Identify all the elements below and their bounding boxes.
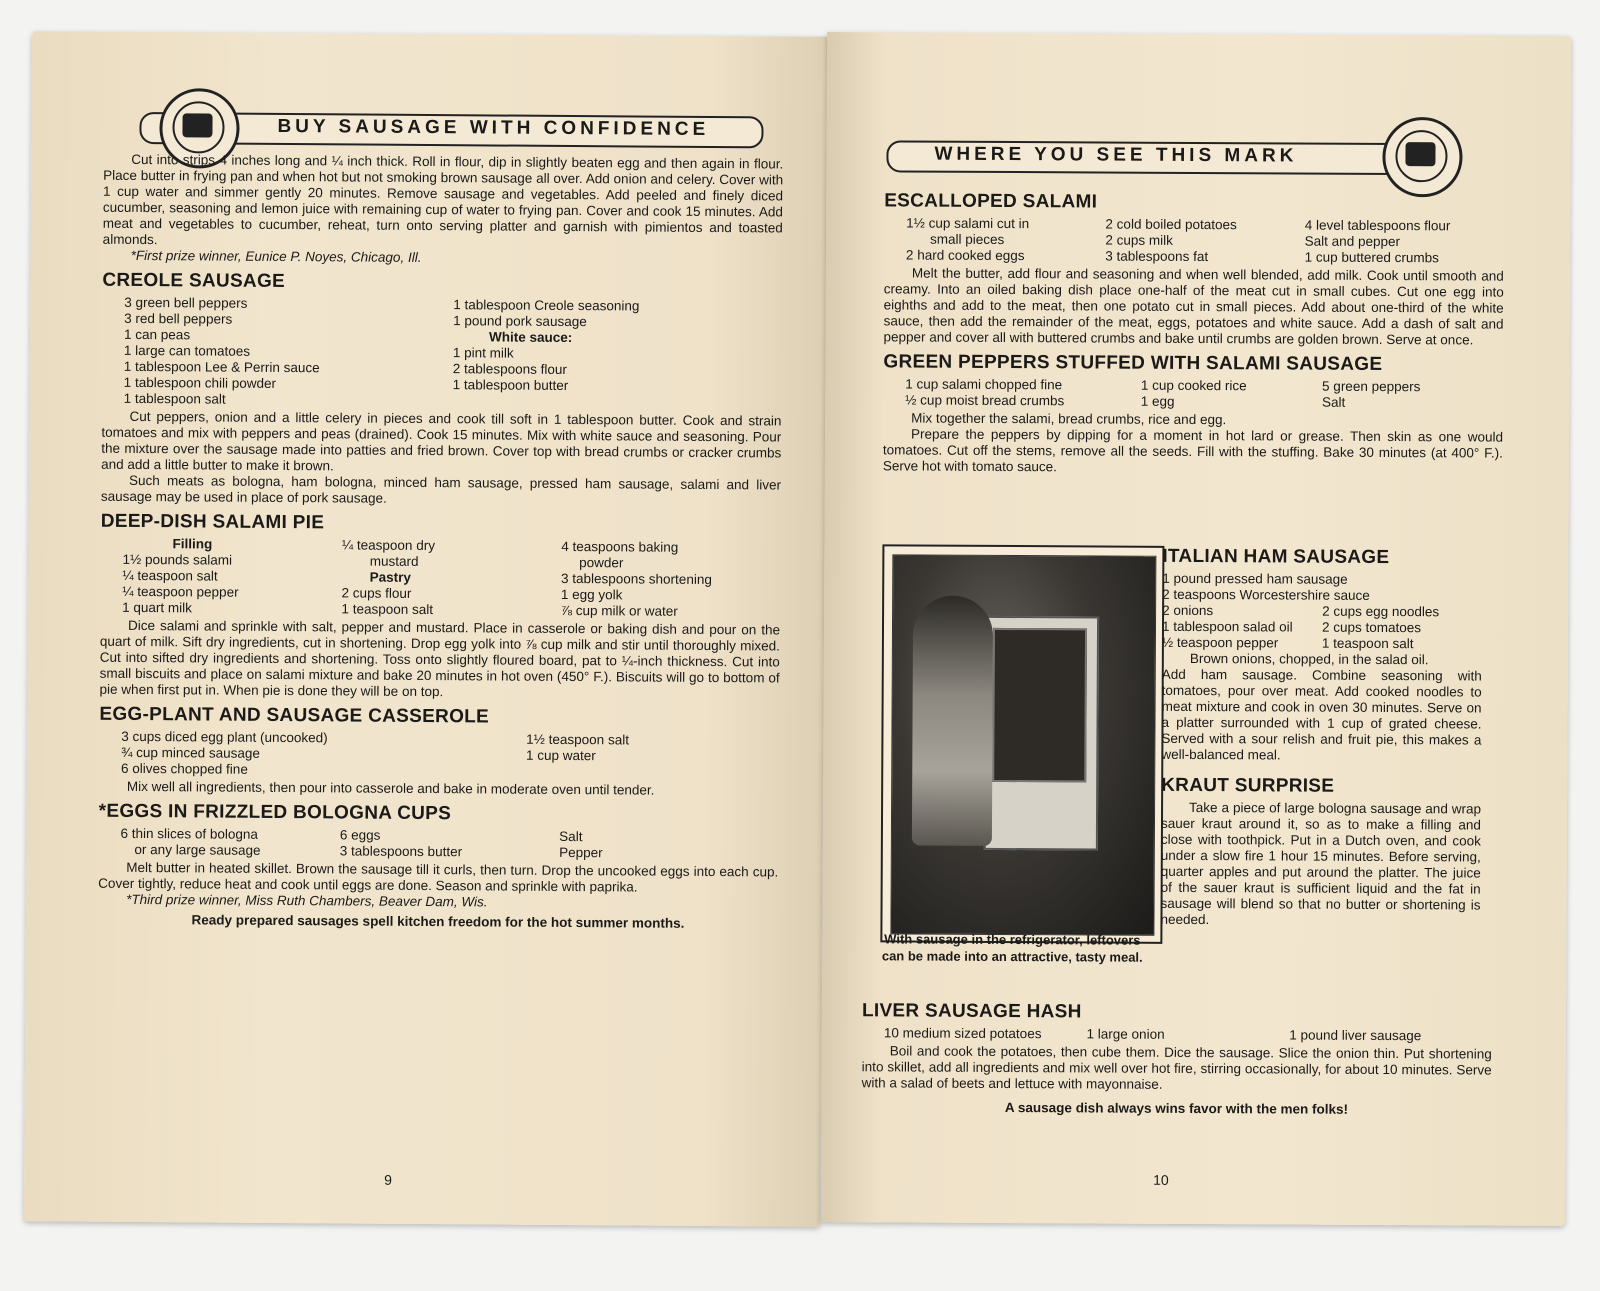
ingredient: 1 tablespoon chili powder [123, 374, 277, 391]
liver-method: Boil and cook the potatoes, then cube them. Dice the sausage. Slice the onion thin. Put shortening into skillet, add all ingredients and mix well over hot fire, stirring occasionally, for about 10 minutes. Serve with a salad of beets and lettuce with mayonnaise. [861, 1043, 1492, 1092]
creole-method: Cut peppers, onion and a little celery in pieces and cook till soft in 1 tablespoon butter. Cook and strain tomatoes and mix with peppers and peas (drained). Cook 15 minutes. Mix with white sauce and seasoning. Pour the mixture over the sausage made into patties and fried brown. Cover top with bread crumbs or cracker crumbs and add a little butter to make it brown. [101, 408, 782, 474]
ingredient: or any large sausage [134, 841, 261, 858]
ingredient: 1 pint milk [452, 345, 514, 361]
ingredient: 3 tablespoons shortening [560, 570, 712, 587]
ingredient: 2 cups tomatoes [1321, 619, 1422, 636]
creole-ingredients [124, 295, 783, 412]
right-footer: A sausage dish always wins favor with the men folks! [1004, 1100, 1349, 1117]
eggs-title: *EGGS IN FRIZZLED BOLOGNA CUPS [98, 800, 452, 825]
ingredient: mustard [369, 553, 419, 569]
peppers-col3 [1322, 379, 1503, 412]
peppers-ingredients [905, 376, 1503, 411]
escalloped-col1 [906, 215, 1106, 264]
ingredient: Salt [559, 828, 583, 845]
ingredient: 6 olives chopped fine [120, 760, 248, 777]
ingredient: 4 level tablespoons flour [1304, 217, 1451, 234]
escalloped-col2 [1105, 217, 1305, 266]
peppers-method-2: Prepare the peppers by dipping for a moment in hot lard or grease. Then skin as one would tomatoes. Cut off the stems, remove all the seeds. Fill with the stuffing. Bake 30 minutes (at 400° F.). Serve hot with tomato sauce. [882, 426, 1504, 475]
seal-stamp [182, 113, 212, 137]
ingredient: 1 egg yolk [560, 586, 623, 603]
visking-seal-icon [1382, 117, 1462, 197]
refrigerator-photo-frame [880, 544, 1164, 943]
escalloped-col3 [1305, 218, 1505, 267]
escalloped-ingredients [906, 215, 1504, 266]
pie-col1 [122, 536, 342, 618]
ingredient: small pieces [929, 231, 1005, 247]
creole-method-2: Such meats as bologna, ham bologna, minced ham sausage, pressed ham sausage, salami and liver sausage may be used in place of pork sausage. [100, 472, 782, 506]
ingredient: ¾ cup minced sausage [121, 744, 261, 761]
ingredient: 2 hard cooked eggs [905, 247, 1025, 264]
intro-method: Cut into strips 4 inches long and ¼ inch thick. Roll in flour, dip in slightly beaten egg and then again in flour. Place butter in frying pan and when hot but not smoking brown sausage all over. Add onion and celery. Cover with 1 cup water and simmer gently 20 minutes. Remove sausage and vegetables. Add peeled and finely diced cucumber, seasoning and lemon juice with remaining cup of water to frying pan. Cover and cook 15 minutes. Add meat and vegetables to cucumber, reheat, turn onto serving platter and garnish with pimientos and toasted almonds. [102, 151, 784, 248]
ingredient: 3 green bell peppers [124, 294, 248, 311]
ingredient: 1 tablespoon salt [123, 390, 226, 407]
ingredient: powder [579, 555, 624, 571]
ingredient: 3 tablespoons butter [339, 843, 463, 860]
eggplant-col2 [526, 732, 779, 782]
ingredient: 1 egg [1140, 393, 1175, 409]
ingredient: 3 cups diced egg plant (uncooked) [121, 728, 328, 746]
woman-figure [912, 596, 993, 846]
white-sauce-label: White sauce: [488, 329, 573, 346]
escalloped-title: ESCALLOPED SALAMI [884, 190, 1098, 213]
intro-note: *First prize winner, Eunice P. Noyes, Chicago, Ill. [130, 247, 422, 265]
right-content-side [1160, 540, 1482, 930]
liver-ingredients [884, 1025, 1492, 1044]
italian-title: ITALIAN HAM SAUSAGE [1162, 545, 1390, 569]
pie-col3 [561, 539, 781, 621]
ingredient: 2 tablespoons flour [452, 361, 567, 377]
left-banner [109, 92, 789, 157]
kraut-title: KRAUT SURPRISE [1161, 774, 1335, 797]
seal-stamp [1405, 142, 1435, 166]
escalloped-method: Melt the butter, add flour and seasoning and when well blended, add milk. Cook until smooth and creamy. Into an oiled baking dish place one-half of the meat cut in small cubes. Cut one egg into eighths and add to the meat, then one potato cut in small pieces. Add about one-third of the white sauce, then add the remainder of the meat, eggs, potatoes and white sauce. Add a dash of salt and pepper and cover all with buttered crumbs and bake until crumbs are golden brown. Serve at once. [883, 265, 1504, 348]
ingredient: 1 cup water [525, 747, 596, 764]
eggs-ingredients [120, 826, 778, 863]
ingredient: ¼ teaspoon pepper [122, 583, 239, 600]
ingredient: 1 tablespoon Creole seasoning [453, 297, 640, 314]
right-content-bottom [861, 994, 1492, 1117]
refrigerator-image [984, 616, 1099, 851]
ingredient: ¼ teaspoon dry [341, 537, 436, 554]
ingredient: 2 teaspoons Worcestershire sauce [1162, 586, 1370, 603]
refrigerator-interior [992, 628, 1087, 782]
eggplant-ingredients [121, 729, 779, 782]
ingredient: 3 red bell peppers [124, 310, 233, 327]
creole-col2 [453, 297, 783, 411]
refrigerator-photo [890, 554, 1156, 935]
ingredient: 1 teaspoon salt [341, 601, 434, 618]
ingredient: 1 large onion [1086, 1026, 1165, 1042]
ingredient: Pepper [559, 844, 603, 861]
left-footer: Ready prepared sausages spell kitchen freedom for the hot summer months. [191, 912, 685, 931]
filling-label: Filling [172, 536, 213, 552]
ingredient: ¼ teaspoon salt [122, 567, 218, 584]
liver-col2 [1087, 1026, 1290, 1043]
eggs-col2 [340, 827, 560, 861]
ingredient: 1 pound pressed ham sausage [1162, 570, 1348, 587]
ingredient: 1 cup salami chopped fine [905, 376, 1063, 393]
ingredient: 6 thin slices of bologna [120, 825, 258, 842]
ingredient: 1 pound pork sausage [453, 313, 587, 330]
liver-col1 [884, 1025, 1087, 1042]
banner-text: WHERE YOU SEE THIS MARK [934, 143, 1298, 167]
liver-title: LIVER SAUSAGE HASH [861, 1000, 1082, 1023]
right-content-top [883, 184, 1505, 477]
ingredient: 1 tablespoon salad oil [1161, 618, 1293, 635]
eggs-col1 [120, 826, 340, 860]
ingredient: 3 tablespoons fat [1105, 248, 1209, 265]
ingredient: 1 large can tomatoes [123, 342, 251, 359]
ingredient: 1 tablespoon Lee & Perrin sauce [123, 358, 320, 376]
italian-ingredients [1162, 571, 1482, 653]
pastry-label: Pastry [369, 569, 412, 585]
italian-method-2: Add ham sausage. Combine seasoning with tomatoes, pour over meat. Add cooked noodles to meat mixture and cook in oven 30 minutes. Serve on a platter surrounded with 1 cup of grated cheese. Served with a sour relish and fruit pie, this makes a well-balanced meal. [1161, 666, 1482, 763]
ingredient: 1½ cup salami cut in [906, 215, 1030, 232]
eggs-method: Melt butter in heated skillet. Brown the sausage till it curls, then turn. Drop the uncooked eggs into each cup. Cover tightly, reduce heat and cook until eggs are done. Season and sprinkle with paprika. [98, 859, 779, 895]
ingredient-pair [1162, 619, 1482, 637]
ingredient: 4 teaspoons baking [561, 538, 679, 555]
photo-caption: With sausage in the refrigerator, leftovers can be made into an attractive, tasty meal. [881, 931, 1143, 965]
ingredient: 1 cup buttered crumbs [1304, 249, 1439, 266]
eggs-note: *Third prize winner, Miss Ruth Chambers, Beaver Dam, Wis. [126, 891, 488, 910]
ingredient: 1 pound liver sausage [1289, 1027, 1422, 1044]
creole-title: CREOLE SAUSAGE [102, 269, 286, 293]
ingredient-pair [1162, 635, 1482, 653]
liver-col3 [1289, 1027, 1492, 1044]
peppers-col2 [1141, 378, 1322, 411]
ingredient: 10 medium sized potatoes [883, 1025, 1042, 1042]
ingredient: Salt [1321, 394, 1346, 410]
pie-method: Dice salami and sprinkle with salt, pepper and mustard. Place in casserole or baking dish and pour on the quart of milk. Sift dry ingredients, cut in shortening. Drop egg yolk into ⅞ cup milk and stir until thoroughly mixed. Cut into sifted dry ingredients and shortening. Toss onto slightly floured board, pat to ¼-inch thickness. Cut into small biscuits and place on salami mixture and bake 20 minutes in hot oven (450° F.). Biscuits will go to bottom of pie when first put in. When pie is done they will be on top. [99, 617, 781, 700]
ingredient: ½ cup moist bread crumbs [905, 392, 1065, 409]
ingredient: ½ teaspoon pepper [1161, 634, 1279, 651]
kraut-method: Take a piece of large bologna sausage and wrap sauer kraut around it, so as to make a filling and close with toothpick. Put in a Dutch oven, and cook under a slow fire 1 hour 15 minutes. Before serving, quarter apples and put around the platter. The juice of the sauer kraut is sufficient liquid and the fat in sausage will blend so that no butter or shortening is needed. [1160, 799, 1482, 928]
eggplant-title: EGG-PLANT AND SAUSAGE CASSEROLE [99, 703, 490, 728]
creole-col1 [124, 295, 454, 409]
ingredient: 1 can peas [123, 326, 191, 343]
peppers-title: GREEN PEPPERS STUFFED WITH SALAMI SAUSAGE [883, 351, 1383, 375]
ingredient: ⅞ cup milk or water [560, 602, 678, 619]
italian-method-1: Brown onions, chopped, in the salad oil. [1189, 650, 1429, 668]
left-page [24, 31, 828, 1227]
right-banner [886, 120, 1506, 183]
ingredient: 1½ teaspoon salt [526, 731, 630, 748]
ingredient: 2 onions [1162, 602, 1214, 619]
ingredient: 1½ pounds salami [122, 551, 233, 568]
ingredient: 2 cups flour [341, 585, 412, 601]
ingredient: 1 quart milk [122, 599, 192, 616]
peppers-col1 [905, 376, 1141, 409]
eggplant-col1 [121, 729, 526, 780]
ingredient: 1 teaspoon salt [1321, 635, 1414, 652]
pie-ingredients [122, 536, 781, 621]
eggs-col3 [559, 829, 779, 863]
ingredient: 1 cup cooked rice [1140, 377, 1247, 394]
peppers-method-1: Mix together the salami, bread crumbs, rice and egg. [911, 410, 1227, 428]
ingredient: 2 cups milk [1105, 232, 1173, 248]
ingredient: 1 tablespoon butter [452, 377, 569, 393]
ingredient: Salt and pepper [1304, 233, 1401, 250]
pie-col2 [341, 537, 561, 619]
ingredient: 5 green peppers [1322, 378, 1421, 395]
left-content [98, 152, 783, 932]
ingredient: 2 cups egg noodles [1322, 603, 1440, 620]
ingredient: 2 cold boiled potatoes [1105, 216, 1237, 233]
pie-title: DEEP-DISH SALAMI PIE [100, 510, 325, 534]
ingredient: 6 eggs [339, 827, 381, 843]
eggplant-method: Mix well all ingredients, then pour into casserole and bake in moderate oven until tender. [126, 778, 655, 798]
page-number-left: 9 [384, 1171, 393, 1188]
page-number-right: 10 [1153, 1171, 1169, 1188]
banner-text: BUY SAUSAGE WITH CONFIDENCE [277, 115, 710, 140]
right-page [821, 32, 1571, 1226]
ingredient-pair [1162, 603, 1482, 621]
